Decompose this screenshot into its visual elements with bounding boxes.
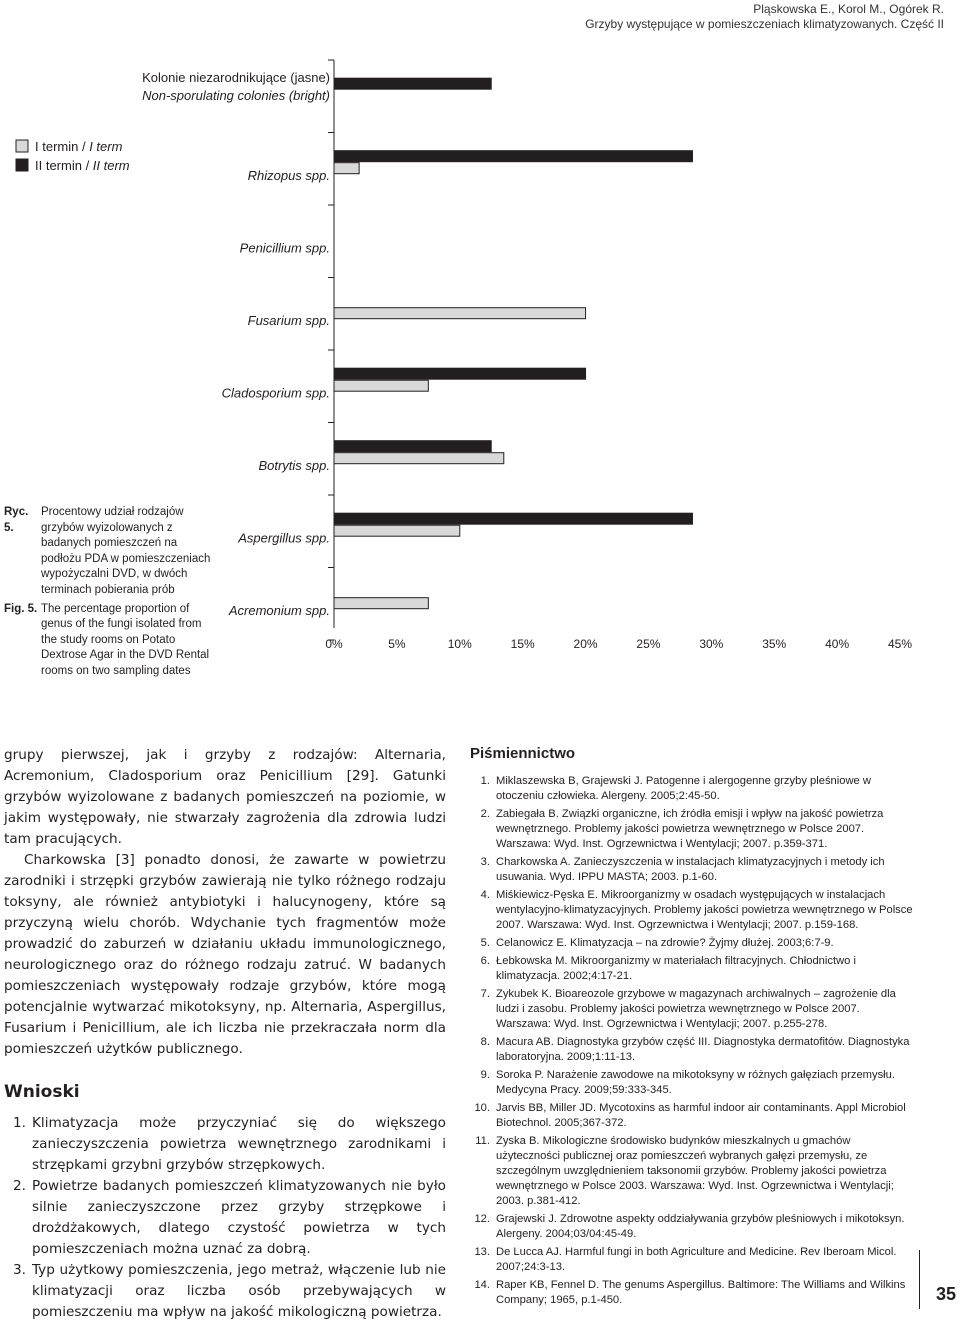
bar-series-1 xyxy=(334,598,428,609)
conclusion-number: 1. xyxy=(13,1115,26,1131)
reference-item xyxy=(470,1278,915,1308)
category-label: Cladosporium spp. xyxy=(221,385,330,401)
reference-item xyxy=(470,807,915,852)
body-paragraph-1: grupy pierwszej, jak i grzyby z rodzajów: Alternaria, Acremonium, Cladosporium oraz Penicillium [29]. Gatunki grzybów wyizolowane z badanych pomieszczeń na poziomie, w jakim występowały, nie stwarzały zagrożenia dla zdrowia ludzi tam pracujących. xyxy=(4,747,446,847)
x-tick-label: 5% xyxy=(388,637,406,651)
figure-caption xyxy=(4,505,216,680)
reference-number: 9. xyxy=(480,1069,490,1081)
reference-item xyxy=(470,1068,915,1098)
reference-text: Macura AB. Diagnostyka grzybów część III. Diagnostyka dermatofitów. Diagnostyka laboratoryjna. 2009;1:11-13. xyxy=(496,1036,910,1063)
conclusions-list xyxy=(4,1113,446,1323)
conclusion-text: Typ użytkowy pomieszczenia, jego metraż, włączenie lub nie klimatyzacji oraz liczba osób przebywających w pomieszczeniu ma wpływ na jakość mikologiczną powietrza. xyxy=(32,1262,446,1320)
reference-text: Soroka P. Narażenie zawodowe na mikotoksyny w różnych gałęziach przemysłu. Medycyna Pracy. 2009;59:333-345. xyxy=(496,1069,896,1096)
reference-number: 3. xyxy=(480,856,490,868)
category-label: Rhizopus spp. xyxy=(247,167,330,183)
x-tick-label: 0% xyxy=(325,637,343,651)
reference-number: 11. xyxy=(475,1135,490,1147)
reference-number: 10. xyxy=(474,1102,490,1114)
caption-ryc-label: Ryc. 5. xyxy=(4,506,29,534)
reference-item xyxy=(470,774,915,804)
references-list xyxy=(470,774,915,1308)
x-tick-label: 25% xyxy=(636,637,661,651)
conclusion-text: Powietrze badanych pomieszczeń klimatyzowanych nie było silnie zanieczyszczone przez grzyby strzępkowe i drożdżakowych, dlatego czystość powietrza w tych pomieszczeniach można uznać za dobrą. xyxy=(32,1178,446,1257)
category-label: Non-sporulating colonies (bright) xyxy=(142,88,330,103)
page-number-box xyxy=(919,1250,960,1309)
reference-text: Miklaszewska B, Grajewski J. Patogenne i alergogenne grzyby pleśniowe w otoczeniu człowieka. Alergeny. 2005;2:45-50. xyxy=(496,775,871,802)
main-text-column xyxy=(4,745,446,1323)
legend-label: I termin / I term xyxy=(35,139,123,154)
conclusion-text: Klimatyzacja może przyczyniać się do większego zanieczyszczenia powietrza wewnętrznego zarodnikami i strzępkami grzybni grzybów strzępkowych. xyxy=(32,1115,446,1173)
legend-swatch xyxy=(16,159,28,171)
x-tick-label: 35% xyxy=(762,637,787,651)
reference-item xyxy=(470,1101,915,1131)
reference-item xyxy=(470,1245,915,1275)
reference-text: Grajewski J. Zdrowotne aspekty oddziaływania grzybów pleśniowych i mikotoksyn. Alergeny. 2004;03/04:45-49. xyxy=(496,1213,905,1240)
reference-text: Łebkowska M. Mikroorganizmy w materiałach filtracyjnych. Chłodnictwo i klimatyzacja. 2002;4:17-21. xyxy=(496,955,856,982)
bar-series-2 xyxy=(334,151,692,162)
page-number: 35 xyxy=(935,1284,956,1304)
x-tick-label: 40% xyxy=(825,637,850,651)
reference-item xyxy=(470,936,915,951)
caption-ryc-text: Procentowy udział rodzajów grzybów wyizolowanych z badanych pomieszczeń na podłożu PDA w pomieszczeniach wypożyczalni DVD, w dwóch terminach pobierania prób xyxy=(41,506,211,596)
reference-number: 1. xyxy=(480,775,490,787)
bar-series-1 xyxy=(334,525,460,536)
reference-number: 8. xyxy=(480,1036,490,1048)
x-tick-label: 20% xyxy=(573,637,598,651)
conclusion-number: 3. xyxy=(13,1262,26,1278)
reference-number: 4. xyxy=(480,889,490,901)
bar-series-1 xyxy=(334,453,504,464)
reference-text: Miśkiewicz-Pęska E. Mikroorganizmy w osadach występujących w instalacjach wentylacyjno-klimatyzacyjnych. Problemy jakości powietrza wewnętrznego w Polsce 2007. Warszawa: Wyd. Inst. Ogrzewnictwa i Wentylacji; 2007. p.159-168. xyxy=(496,889,913,931)
conclusion-item xyxy=(4,1113,446,1176)
category-label: Aspergillus spp. xyxy=(238,530,330,546)
bar-series-1 xyxy=(334,380,428,391)
reference-number: 6. xyxy=(480,955,490,967)
reference-item xyxy=(470,855,915,885)
reference-number: 14. xyxy=(474,1279,490,1291)
body-paragraph-2: Charkowska [3] ponadto donosi, że zawarte w powietrzu zarodniki i strzępki grzybów zawierają nie tylko różnego rodzaju toksyny, ale również antybiotyki i halucynogeny, które są przyczyną wielu chorób. Wdychanie tych fragmentów może prowadzić do zaburzeń w działaniu układu immunologicznego, neurologicznego oraz do różnego rodzaju zatruć. W badanych pomieszczeniach występowały rodzaje grzybów, które mogą potencjalnie wytwarzać mikotoksyny, np. Alternaria, Aspergillus, Fusarium i Penicillium, ale ich liczba nie przekraczała norm dla pomieszczeń użytków publicznego. xyxy=(4,852,446,1057)
reference-item xyxy=(470,987,915,1032)
conclusions-heading: Wnioski xyxy=(4,1082,80,1102)
bar-series-2 xyxy=(334,368,586,379)
conclusion-number: 2. xyxy=(13,1178,26,1194)
header-title: Grzyby występujące w pomieszczeniach klimatyzowanych. Część II xyxy=(585,17,944,31)
x-tick-label: 30% xyxy=(699,637,724,651)
reference-item xyxy=(470,1035,915,1065)
reference-number: 7. xyxy=(480,988,490,1000)
references-heading: Piśmiennictwo xyxy=(470,745,576,762)
reference-text: Zykubek K. Bioareozole grzybowe w magazynach archiwalnych – zagrożenie dla ludzi i zasobu. Problemy jakości powietrza wewnętrznego w Polsce 2007. Warszawa: Wyd. Inst. Ogrzewnictwa i Wentylacji; 2007. p.255-278. xyxy=(496,988,896,1030)
bar-series-2 xyxy=(334,78,491,89)
category-label: Botrytis spp. xyxy=(258,457,330,473)
x-tick-label: 45% xyxy=(887,637,913,651)
reference-item xyxy=(470,1212,915,1242)
conclusion-item xyxy=(4,1176,446,1260)
reference-number: 13. xyxy=(474,1246,490,1258)
bar-series-2 xyxy=(334,513,692,524)
reference-text: Celanowicz E. Klimatyzacja – na zdrowie? Żyjmy dłużej. 2003;6:7-9. xyxy=(496,937,834,949)
category-label: Kolonie niezarodnikujące (jasne) xyxy=(142,70,330,85)
caption-fig-label: Fig. 5. xyxy=(4,602,38,615)
reference-text: Raper KB, Fennel D. The genums Aspergillus. Baltimore: The Williams and Wilkins Company; 1965, p.1-450. xyxy=(496,1279,906,1306)
legend-label: II termin / II term xyxy=(35,158,130,173)
reference-item xyxy=(470,1134,915,1209)
reference-item xyxy=(470,954,915,984)
conclusion-item xyxy=(4,1260,446,1323)
reference-item xyxy=(470,888,915,933)
x-tick-label: 10% xyxy=(447,637,472,651)
header-authors: Pląskowska E., Korol M., Ogórek R. xyxy=(753,2,944,16)
reference-text: Charkowska A. Zanieczyszczenia w instalacjach klimatyzacyjnych i metody ich usuwania. Wyd. IPPU MASTA; 2003. p.1-60. xyxy=(496,856,885,883)
category-label: Acremonium spp. xyxy=(228,602,330,618)
category-label: Fusarium spp. xyxy=(247,312,330,328)
bar-series-1 xyxy=(334,163,359,174)
reference-number: 2. xyxy=(480,808,490,820)
bar-series-1 xyxy=(334,308,586,319)
reference-number: 12. xyxy=(474,1213,490,1225)
category-label: Penicillium spp. xyxy=(239,240,330,256)
references-section xyxy=(470,745,915,1311)
reference-text: Zyska B. Mikologiczne środowisko budynków mieszkalnych u gmachów użyteczności publicznej oraz pomieszczeń wybranych gałęzi przemysłu, ze szczególnym uwzględnieniem taksonomii grzybów. Problemy jakości powietrza wewnętrznego w Polsce 2003. Warszawa: Wyd. Inst. Ogrzewnictwa i Wentylacji; 2003. p.381-412. xyxy=(496,1135,894,1207)
legend-swatch xyxy=(16,140,28,152)
reference-number: 5. xyxy=(480,937,490,949)
bar-series-2 xyxy=(334,441,491,452)
caption-fig-text: The percentage proportion of genus of the fungi isolated from the study rooms on Potato Dextrose Agar in the DVD Rental rooms on two sampling dates xyxy=(41,602,210,677)
reference-text: Jarvis BB, Miller JD. Mycotoxins as harmful indoor air contaminants. Appl Microbiol Biotechnol. 2005;367-372. xyxy=(496,1102,906,1129)
reference-text: De Lucca AJ. Harmful fungi in both Agriculture and Medicine. Rev Iberoam Micol. 2007;24:3-13. xyxy=(496,1246,897,1273)
reference-text: Zabiegała B. Związki organiczne, ich źródła emisji i wpływ na jakość powietrza wewnętrznego. Problemy jakości powietrza wewnętrznego w Polsce 2007. Warszawa: Wyd. Inst. Ogrzewnictwa i Wentylacji; 2007. p.359-371. xyxy=(496,808,884,850)
x-tick-label: 15% xyxy=(510,637,535,651)
